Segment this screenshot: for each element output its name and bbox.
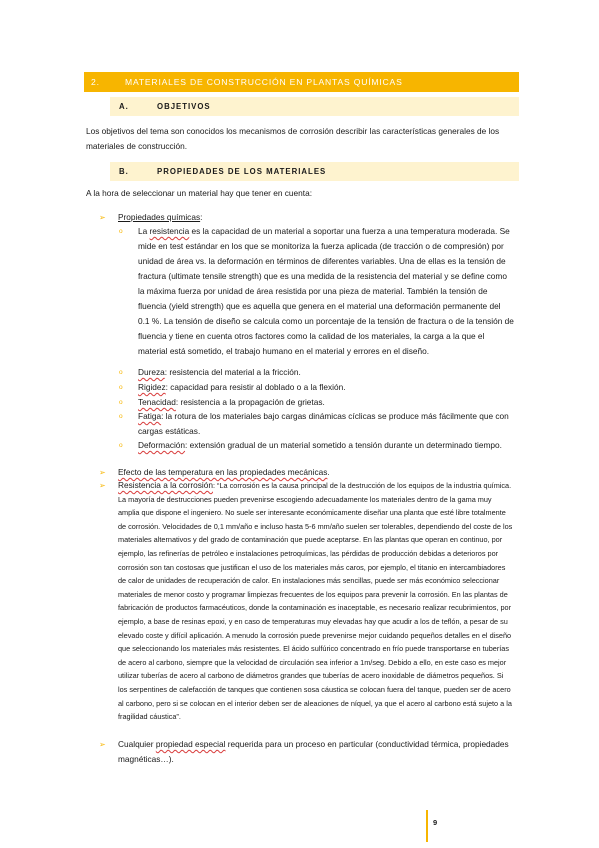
term-resistencia: resistencia bbox=[149, 226, 190, 236]
intro-paragraph: Los objetivos del tema son conocidos los mecanismos de corrosión describir las características generales de los materiales de construcción. bbox=[86, 126, 500, 151]
subsection-header-objetivos bbox=[110, 97, 519, 116]
term-tenacidad: Tenacidad bbox=[138, 397, 176, 407]
arrow-bullet-icon: ➢ bbox=[99, 740, 106, 749]
arrow-bullet-icon: ➢ bbox=[99, 468, 106, 477]
term-fatiga: Fatiga bbox=[138, 411, 162, 421]
subsection-title: PROPIEDADES DE LOS MATERIALES bbox=[157, 167, 327, 176]
arrow-bullet-icon: ➢ bbox=[99, 481, 106, 490]
bullet-label: Efecto de las temperatura en las propiedades mecánicas bbox=[118, 467, 328, 477]
circle-bullet-icon: o bbox=[119, 399, 123, 406]
subsection-letter: A. bbox=[119, 102, 129, 111]
arrow-bullet-icon: ➢ bbox=[99, 213, 106, 222]
subsection-letter: B. bbox=[119, 167, 129, 176]
term-rigidez: Rigidez bbox=[138, 382, 166, 392]
term-deformacion: Deformación bbox=[138, 440, 186, 450]
circle-bullet-icon: o bbox=[119, 228, 123, 235]
term-propiedad-especial: propiedad especial bbox=[155, 739, 226, 749]
document-page: 2. MATERIALES DE CONSTRUCCIÓN EN PLANTAS QUÍMICAS A. OBJETIVOS Los objetivos del tema son conocidos los mecanismos de corrosión describir las características generales de los materiales de construcción. B. PROPIEDADES DE LOS MATERIALES A la hora de seleccionar un material hay que tener en cuenta: ➢ Propiedades químicas: o La resistencia es la capacidad de un material a soportar una fuerza a una temperatura moderada. Se mide en test estándar en los que se monitoriza la fuerza aplicada (de tracción o de compresión) por unidad de área vs. la deformación en términos de diferentes variables. Una de ellas es la tensión de fractura (ultimate tensile strength) que es una medida de la resistencia del material y se define como la máxima fuerza por unidad de área resistida por una pieza de material. También la tensión de fluencia (yield strength) que es aquella que genera en el material una deformación permanente del 0.1 %. La tensión de diseño se calcula como un porcentaje de la tensión de fractura o de la tensión de fluencia y tiene en cuenta otros factores como la calidad de los materiales, la carga a la que el material está sometido, el trabajo humano en el material y errores en el diseño. o Dureza: resistencia del material a la fricción. o Rigidez: capacidad para resistir al doblado o a la flexión. o Tenacidad: resistencia a la propagación de grietas. o Fatiga: la rotura de los materiales bajo cargas dinámicas cíclicas se produce más fácilmente que con cargas estáticas. o Deformación: extensión gradual de un material sometido a tensión durante un determinado tiempo. ➢ Efecto de las temperatura en las propiedades mecánicas. ➢ Resistencia a la corrosión: “La corrosión es la causa principal de la destrucción de los equipos de la industria química. La mayoría de destrucciones pueden prevenirse escogiendo adecuadamente los materiales dentro de la gama muy amplia que dispone el ingeniero. No suele ser interesante económicamente diseñar una planta que esté libre totalmente de corrosión. Velocidades de 0,1 mm/año e incluso hasta 5-6 mm/año suelen ser tolerables, dependiendo del coste de los materiales alternativos y del grado de contaminación que puede aceptarse. En las plantas que operan en continuo, por ejemplo, las refinerías de petróleo e instalaciones petroquímicas, las pérdidas de producción debidas a deterioros por corrosión son tan costosas que justifican el uso de los materiales más caros, por ejemplo, el titanio en intercambiadores de calor de unidades de recuperación de calor. En instalaciones más sencillas, puede ser más económico seleccionar materiales de menor costo y programar limpiezas frecuentes de los equipos para prevenir la corrosión. En las plantas de fabricación de productos farmacéuticos, donde la contaminación es inaceptable, es necesario realizar recubrimientos, por ejemplo, a base de resinas epoxi, y en caso de temperaturas muy elevadas hay que acudir a los de teflón, a pesar de su elevado coste y difícil aplicación. A menudo la corrosión puede prevenirse mejor cuidando pequeños detalles en el diseño que seleccionando los materiales más resistentes. El ácido sulfúrico concentrado en frío puede transportarse en tuberías de acero al carbono, siempre que la velocidad de circulación sea inferior a 1m/seg. Debido a ello, en este caso es mejor utilizar tuberías de acero al carbono de diámetros grandes que tuberías de acero inoxidable de diámetros pequeños. Si los serpentines de calefacción de tanques que contienen sosa cáustica se colocan fuera del tanque, pueden ser de acero al carbono, pero si se colocan en el interior deben ser de aleaciones de níquel, ya que el acero al carbono está sujeto a la fragilidad cáustica”. ➢ Cualquier propiedad especial requerida para un proceso en particular (conductividad térmica, propiedades magnéticas…). 9 bbox=[0, 0, 599, 848]
section-title: MATERIALES DE CONSTRUCCIÓN EN PLANTAS QUÍMICAS bbox=[125, 77, 403, 87]
section-number: 2. bbox=[91, 77, 100, 87]
lead-paragraph: A la hora de seleccionar un material hay que tener en cuenta: bbox=[86, 188, 313, 198]
circle-bullet-icon: o bbox=[119, 442, 123, 449]
page-number: 9 bbox=[433, 818, 438, 827]
circle-bullet-icon: o bbox=[119, 384, 123, 391]
section-header bbox=[84, 72, 519, 92]
subsection-header-propiedades bbox=[110, 162, 519, 181]
page-number-rule bbox=[426, 810, 428, 842]
circle-bullet-icon: o bbox=[119, 369, 123, 376]
bullet-label: Propiedades químicas bbox=[118, 212, 201, 222]
term-dureza: Dureza bbox=[138, 367, 165, 377]
circle-bullet-icon: o bbox=[119, 413, 123, 420]
subsection-title: OBJETIVOS bbox=[157, 102, 211, 111]
bullet-label: Resistencia a la corrosión bbox=[118, 480, 213, 490]
